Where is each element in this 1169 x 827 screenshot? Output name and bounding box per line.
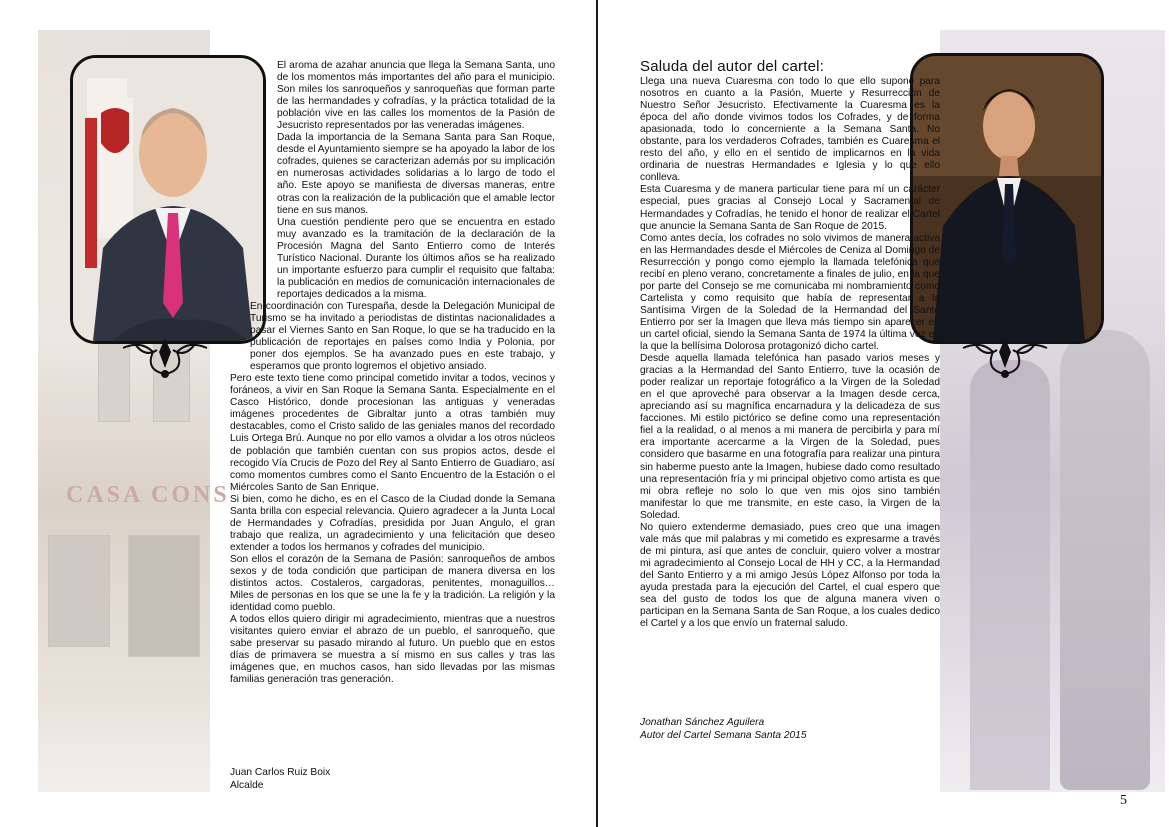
mayor-letter-body	[230, 60, 555, 686]
left-paragraph: El aroma de azahar anuncia que llega la Semana Santa, uno de los momentos más importantes del año para el municipio. Son miles los sanroqueños y sanroqueñas que forman parte de las hermandades y cofradías, y la práctica totalidad de la población vive en las calles los momentos de la Pasión de Jesucristo representados por las veneradas imágenes.	[277, 60, 555, 132]
mayor-signature-role: Alcalde	[230, 780, 264, 791]
background-building-sign: CASA CONS	[66, 482, 230, 508]
mayor-signature	[230, 766, 330, 792]
left-paragraph: En coordinación con Turespaña, desde la Delegación Municipal de Turismo se ha invitado a periodistas de distintas nacionalidades a pasar el Viernes Santo en San Roque, lo que se ha traducido en la publicación de reportajes en países como India y Polonia, por poner dos ejemplos. Se ha avanzado pues en este trabajo, y esperamos que pronto logremos el objetivo ansiado.	[250, 300, 555, 373]
author-letter-body	[640, 76, 940, 630]
page-spine	[596, 0, 598, 827]
author-greeting-heading: Saluda del autor del cartel:	[640, 58, 825, 75]
mayor-signature-name: Juan Carlos Ruiz Boix	[230, 767, 331, 778]
right-paragraph: Llega una nueva Cuaresma con todo lo que ello supone para nosotros en cuanto a la Pasión, Muerte y Resurrección de Nuestro Señor Jesucristo. Efectivamente la Cuaresma es la época del año donde vivimos todos los Cofrades, y de forma apasionada, todo lo concerniente a la Semana Santa. No obstante, para los verdaderos Cofrades, también es Cuaresma el resto del año, y ello en el sentido de implicarnos en la vida ordinaria de nuestras Hermandades e Iglesia y lo que ello conlleva.	[640, 76, 940, 184]
author-signature	[640, 716, 807, 742]
page-number: 5	[1120, 793, 1127, 808]
left-paragraph: Una cuestión pendiente pero que se encuentra en estado muy avanzado es la tramitación de la declaración de la Procesión Magna del Santo Entierro como de Interés Turístico Nacional. Durante los últimos años se ha realizado un importante esfuerzo para cumplir el requisito que faltaba: la publicación en medios de comunicación internacionales de reportajes dedicados a la misma.	[277, 216, 555, 300]
left-paragraph: Dada la importancia de la Semana Santa para San Roque, desde el Ayuntamiento siempre se ha apoyado la labor de los cofrades, quienes se caracterizan además por su implicación en numerosas actividades solidarias a lo largo de todo el año. Este apoyo se manifiesta de diversas maneras, entre otras con la realización de la publicación que el amable lector tiene en sus manos.	[277, 132, 555, 216]
author-signature-name: Jonathan Sánchez Aguilera	[640, 717, 765, 728]
left-paragraph: Son ellos el corazón de la Semana de Pasión: sanroqueños de ambos sexos y de toda condición que participan de manera diversa en los distintos actos. Costaleros, cargadoras, penitentes, monaguillos… Miles de personas en los que se une la fe y la tradición. La religión y la identidad como pueblo.	[230, 553, 555, 614]
left-paragraph: Si bien, como he dicho, es en el Casco de la Ciudad donde la Semana Santa brilla con especial relevancia. Quiero agradecer a la Junta Local de Hermandades y Cofradías, presidida por Juan Angulo, el gran trabajo que realiza, un agradecimiento y una felicitación que deseo extender a todos los hermanos y cofrades del municipio.	[230, 493, 555, 553]
author-signature-role: Autor del Cartel Semana Santa 2015	[640, 730, 807, 741]
right-ornament-icon	[955, 334, 1055, 382]
right-paragraph: No quiero extenderme demasiado, pues creo que una imagen vale más que mil palabras y mi cometido es expresarme a través de mi pintura, así que antes de concluir, quiero volver a mostrar mi agradecimiento al Consejo Local de HH y CC, a la Hermandad del Santo Entierro y a mi amigo Jesús López Alfonso por toda la ayuda prestada para la ejecución del Cartel, el cual espero que sea del gusto de todos los que de alguna manera viven o participan en la Semana Santa de San Roque, a los cuales dedico el Cartel y a los que envío un fraternal saludo.	[640, 521, 940, 630]
right-paragraph: Como antes decía, los cofrades no solo vivimos de manera activa en las Hermandades desde el Miércoles de Ceniza al Domingo de Resurrección y pongo como ejemplo la llamada telefónica que recibí en pleno verano, concretamente a finales de julio, en la que por parte del Consejo se me comunicaba mi nombramiento como Cartelista y como requisito que había de representar a la Santísima Virgen de la Soledad de la Hermandad del Santo Entierro por ser la Imagen que lleva más tiempo sin aparecer en un cartel oficial, siendo la Semana Santa de 1974 la última vez en la que la bellísima Dolorosa protagonizó dicho cartel.	[640, 232, 940, 353]
left-paragraph: A todos ellos quiero dirigir mi agradecimiento, mientras que a nuestros visitantes quiero enviar el abrazo de un pueblo, el sanroqueño, que sabe preservar su pasado mirando al futuro. Un pueblo que en estos días de primavera se muestra a sí mismo en sus calles y tras las imágenes que, en muchos casos, han sido llevadas por las mismas familias generación tras generación.	[230, 614, 555, 686]
right-paragraph: Desde aquella llamada telefónica han pasado varios meses y gracias a la Hermandad del Santo Entierro, tuve la ocasión de poder realizar un reportaje fotográfico a la Virgen de la Soledad en el que aproveché para observar a la Imagen desde cerca, apreciando así su magnífica encarnadura y la delicadeza de sus facciones. Mi estilo pictórico se define como una representación fiel a la realidad, o al menos a mi manera de percibirla y para mí era importante acercarme a la Virgen de la Soledad, pues considero que basarme en una fotografía para realizar una pintura sin haberme puesto ante la Imagen, hubiese dado como resultado una representación fría y mi principal objetivo como artista es que mi obra refleje no solo lo que ven mis ojos sino también manifestar lo que me transmite, en este caso, la Virgen de la Soledad.	[640, 353, 940, 521]
right-paragraph: Esta Cuaresma y de manera particular tiene para mí un carácter especial, pues gracias al Consejo Local y Sacramental de Hermandades y Cofradías, he tenido el honor de realizar el Cartel que anuncie la Semana Santa de San Roque de 2015.	[640, 184, 940, 232]
left-ornament-icon	[115, 334, 215, 382]
left-paragraph: Pero este texto tiene como principal cometido invitar a todos, vecinos y foráneos, a vivir en San Roque la Semana Santa. Especialmente en el Casco Histórico, donde procesionan las antiguas y veneradas imágenes procedentes de Gibraltar junto a otras también muy destacables, como el Cristo salido de las geniales manos del recordado Luis Ortega Brú. Aunque no por ello vamos a olvidar a los otros núcleos de población que también cuentan con sus propios actos, desde el recogido Vía Crucis de Pozo del Rey al Santo Entierro de Guadiaro, así como momentos cumbres como el Santo Encuentro de la Estación o el Miércoles Santo de San Enrique.	[230, 373, 555, 493]
